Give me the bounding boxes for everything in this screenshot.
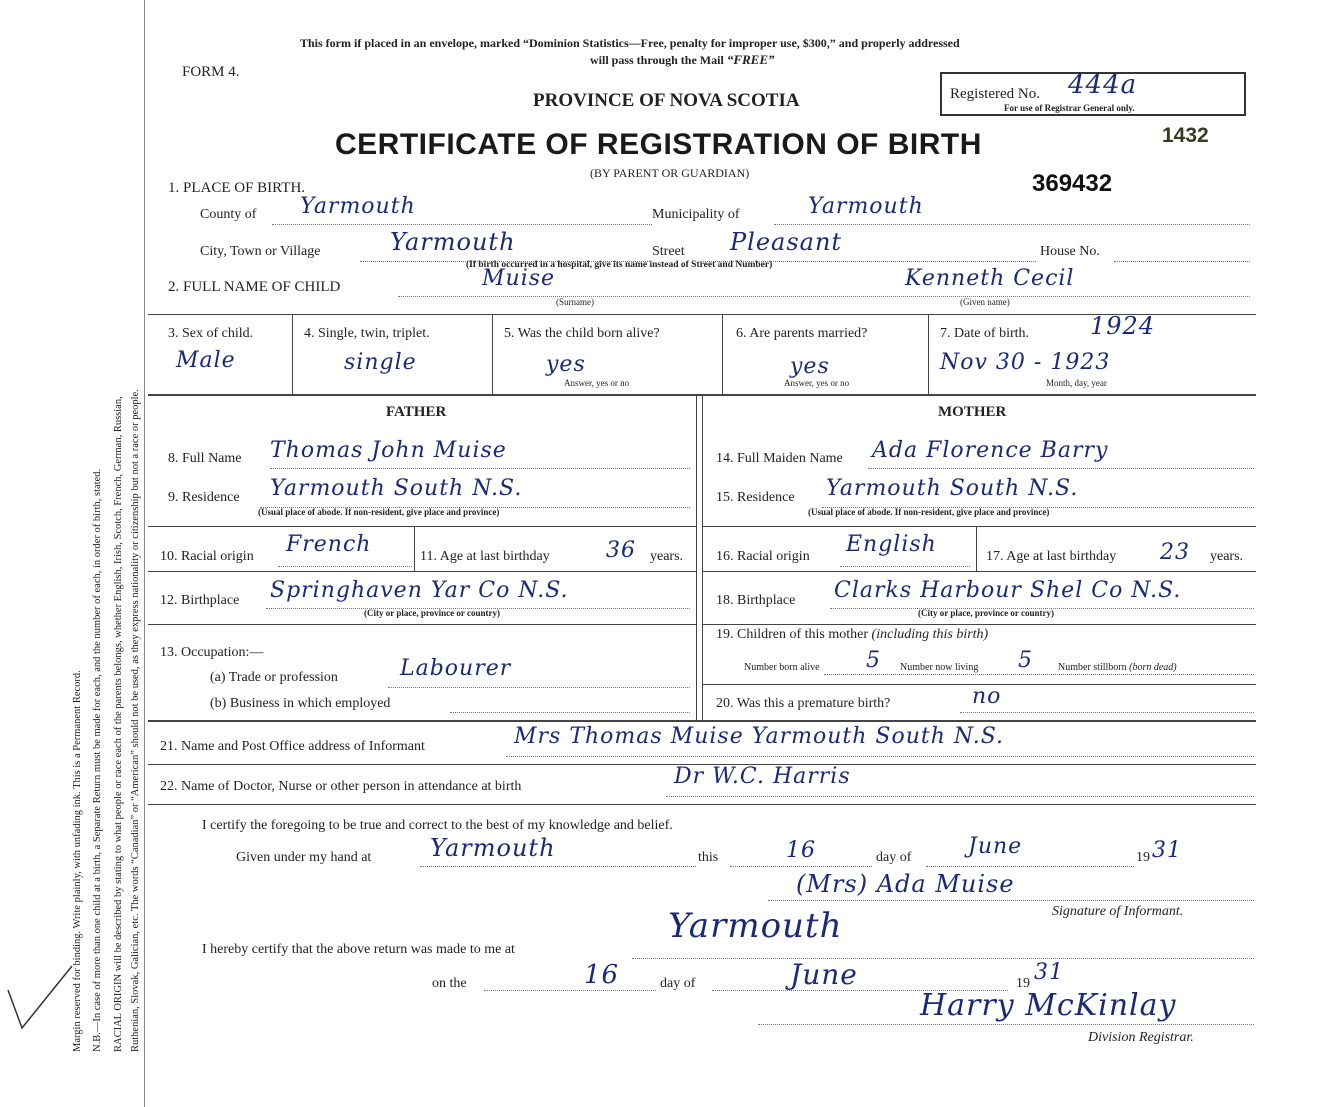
now-living-label: Number now living (900, 662, 979, 673)
father-age-label: 11. Age at last birthday (420, 549, 550, 564)
province-heading: PROVINCE OF NOVA SCOTIA (533, 90, 800, 111)
father-birthplace: Springhaven Yar Co N.S. (270, 578, 569, 603)
trade-label: (a) Trade or profession (210, 670, 338, 685)
dob-value: Nov 30 - 1923 (940, 350, 1111, 375)
mother-age-label: 17. Age at last birthday (986, 549, 1117, 564)
mother-residence: Yarmouth South N.S. (826, 476, 1079, 501)
business-label: (b) Business in which employed (210, 696, 391, 711)
mother-res-note: (Usual place of abode. If non-resident, give place and province) (808, 507, 1050, 517)
informant-signature-label: Signature of Informant. (1052, 904, 1184, 919)
given-under-label: Given under my hand at (236, 850, 372, 865)
married-value: yes (790, 354, 830, 379)
registrar-year-prefix: 19 (1016, 976, 1030, 991)
mother-race: English (846, 532, 937, 557)
premature-label: 20. Was this a premature birth? (716, 696, 891, 711)
certify-month: June (968, 834, 1023, 859)
married-note: Answer, yes or no (784, 378, 850, 388)
page-subtitle: (BY PARENT OR GUARDIAN) (590, 166, 750, 180)
single-value: single (344, 350, 417, 375)
mail-notice: This form if placed in an envelope, marked “Dominion Statistics—Free, penalty for improper use, $300,” and properly addressed (300, 36, 960, 50)
father-name-label: 8. Full Name (168, 451, 242, 466)
mail-notice-text: will pass through the Mail (590, 53, 724, 67)
alive-note: Answer, yes or no (564, 378, 630, 388)
registrar-on-label: on the (432, 976, 467, 991)
side-note-1: Margin reserved for binding. Write plainly, with unfading ink. This is a Permanent Record. (72, 670, 83, 1052)
registrar-year: 31 (1034, 960, 1064, 985)
certify-dayof-label: day of (876, 850, 912, 865)
mother-heading: MOTHER (938, 404, 1007, 420)
father-heading: FATHER (386, 404, 447, 420)
father-name: Thomas John Muise (270, 438, 507, 463)
mother-birthplace: Clarks Harbour Shel Co N.S. (834, 578, 1182, 603)
stamp-number-1432: 1432 (1162, 124, 1209, 147)
registrar-signature: Harry McKinlay (920, 988, 1177, 1023)
registrar-month: June (790, 958, 858, 991)
registered-note: For use of Registrar General only. (1004, 103, 1135, 113)
form-number: FORM 4. (182, 64, 240, 80)
dob-note: Month, day, year (1046, 378, 1107, 388)
county-label: County of (200, 207, 257, 222)
mother-birthplace-label: 18. Birthplace (716, 593, 796, 608)
child-surname: Muise (482, 266, 556, 291)
place-of-birth-heading: 1. PLACE OF BIRTH. (168, 180, 306, 196)
registrar-day: 16 (584, 960, 620, 990)
father-age: 36 (606, 538, 636, 563)
married-label: 6. Are parents married? (736, 326, 868, 341)
registered-label: Registered No. (950, 86, 1040, 102)
children-label (716, 627, 988, 643)
certify-text: I certify the foregoing to be true and correct to the best of my knowledge and belief. (202, 818, 673, 833)
father-race: French (286, 532, 372, 557)
house-no-label: House No. (1040, 244, 1100, 259)
father-bp-note: (City or place, province or country) (364, 608, 500, 618)
child-given-name: Kenneth Cecil (905, 266, 1075, 291)
municipality-label: Municipality of (652, 207, 740, 222)
pencil-check-mark (0, 960, 80, 1040)
born-alive-label: Number born alive (744, 662, 820, 673)
mother-name: Ada Florence Barry (872, 438, 1109, 463)
dob-label: 7. Date of birth. (940, 326, 1030, 341)
registrar-certify-text: I hereby certify that the above return was made to me at (202, 942, 515, 957)
sex-value: Male (176, 348, 236, 373)
doctor-label: 22. Name of Doctor, Nurse or other person in attendance at birth (160, 779, 522, 794)
registered-box (940, 72, 1246, 116)
mother-residence-label: 15. Residence (716, 490, 795, 505)
mother-age: 23 (1160, 540, 1190, 565)
informant-label: 21. Name and Post Office address of Informant (160, 739, 425, 754)
alive-value: yes (546, 352, 586, 377)
street-value: Pleasant (730, 228, 843, 256)
father-residence: Yarmouth South N.S. (270, 476, 523, 501)
doctor-value: Dr W.C. Harris (674, 764, 851, 789)
dob-year-correction: 1924 (1090, 312, 1156, 340)
page-title: CERTIFICATE OF REGISTRATION OF BIRTH (335, 128, 982, 161)
side-note-4: Ruthenian, Slovak, Galician, etc. The words “Canadian” or “American” should not be used, as they express nationality or citizenship but not a race or people. (130, 389, 141, 1052)
stillborn-note: (born dead) (1129, 662, 1177, 673)
mail-notice-2 (590, 52, 775, 68)
mother-race-label: 16. Racial origin (716, 549, 810, 564)
certify-day: 16 (786, 838, 816, 863)
stillborn-label-text: Number stillborn (1058, 662, 1127, 673)
street-label: Street (652, 244, 685, 259)
stamp-number-369432: 369432 (1032, 170, 1113, 197)
city-value: Yarmouth (390, 228, 516, 256)
sex-label: 3. Sex of child. (168, 326, 254, 341)
certify-this-label: this (698, 850, 719, 865)
born-alive-value: 5 (866, 648, 881, 673)
mother-years: years. (1210, 549, 1244, 564)
father-race-label: 10. Racial origin (160, 549, 254, 564)
municipality-value: Yarmouth (808, 194, 924, 219)
registered-value: 444a (1068, 70, 1138, 100)
father-residence-label: 9. Residence (168, 490, 240, 505)
county-value: Yarmouth (300, 194, 416, 219)
child-name-label: 2. FULL NAME OF CHILD (168, 279, 341, 295)
informant-value: Mrs Thomas Muise Yarmouth South N.S. (514, 724, 1005, 749)
premature-value: no (972, 684, 1002, 709)
city-label: City, Town or Village (200, 244, 321, 259)
father-birthplace-label: 12. Birthplace (160, 593, 240, 608)
given-note: (Given name) (960, 297, 1010, 307)
registrar-dayof-label: day of (660, 976, 696, 991)
side-note-2: N.B.—In case of more than one child at a birth, a Separate Return must be made for each, and the number of each, in order of birth, stated. (92, 468, 103, 1052)
registrar-signature-label: Division Registrar. (1088, 1030, 1194, 1045)
registrar-place: Yarmouth (668, 906, 843, 946)
trade-value: Labourer (400, 656, 512, 681)
side-note-3: RACIAL ORIGIN will be described by stating to what people or race each of the parents belongs, whether English, Irish, Scotch, French, German, Russian, (113, 396, 124, 1052)
now-living-value: 5 (1018, 648, 1033, 673)
informant-signature: (Mrs) Ada Muise (796, 870, 1015, 898)
certify-year: 31 (1152, 838, 1182, 863)
binding-margin-line (144, 0, 145, 1107)
occupation-label: 13. Occupation:— (160, 645, 264, 660)
mail-free: “FREE” (726, 52, 775, 67)
stillborn-label (1058, 662, 1177, 673)
column-divider (696, 396, 697, 720)
hospital-note: (If birth occurred in a hospital, give its name instead of Street and Number) (466, 260, 773, 270)
certify-year-prefix: 19 (1136, 850, 1150, 865)
children-note: (including this birth) (871, 627, 989, 642)
given-place: Yarmouth (430, 834, 556, 862)
children-label-text: 19. Children of this mother (716, 627, 869, 642)
mother-bp-note: (City or place, province or country) (918, 608, 1054, 618)
single-label: 4. Single, twin, triplet. (304, 326, 430, 341)
mother-name-label: 14. Full Maiden Name (716, 451, 843, 466)
surname-note: (Surname) (556, 297, 594, 307)
alive-label: 5. Was the child born alive? (504, 326, 660, 341)
father-years: years. (650, 549, 684, 564)
father-res-note: (Usual place of abode. If non-resident, give place and province) (258, 507, 500, 517)
